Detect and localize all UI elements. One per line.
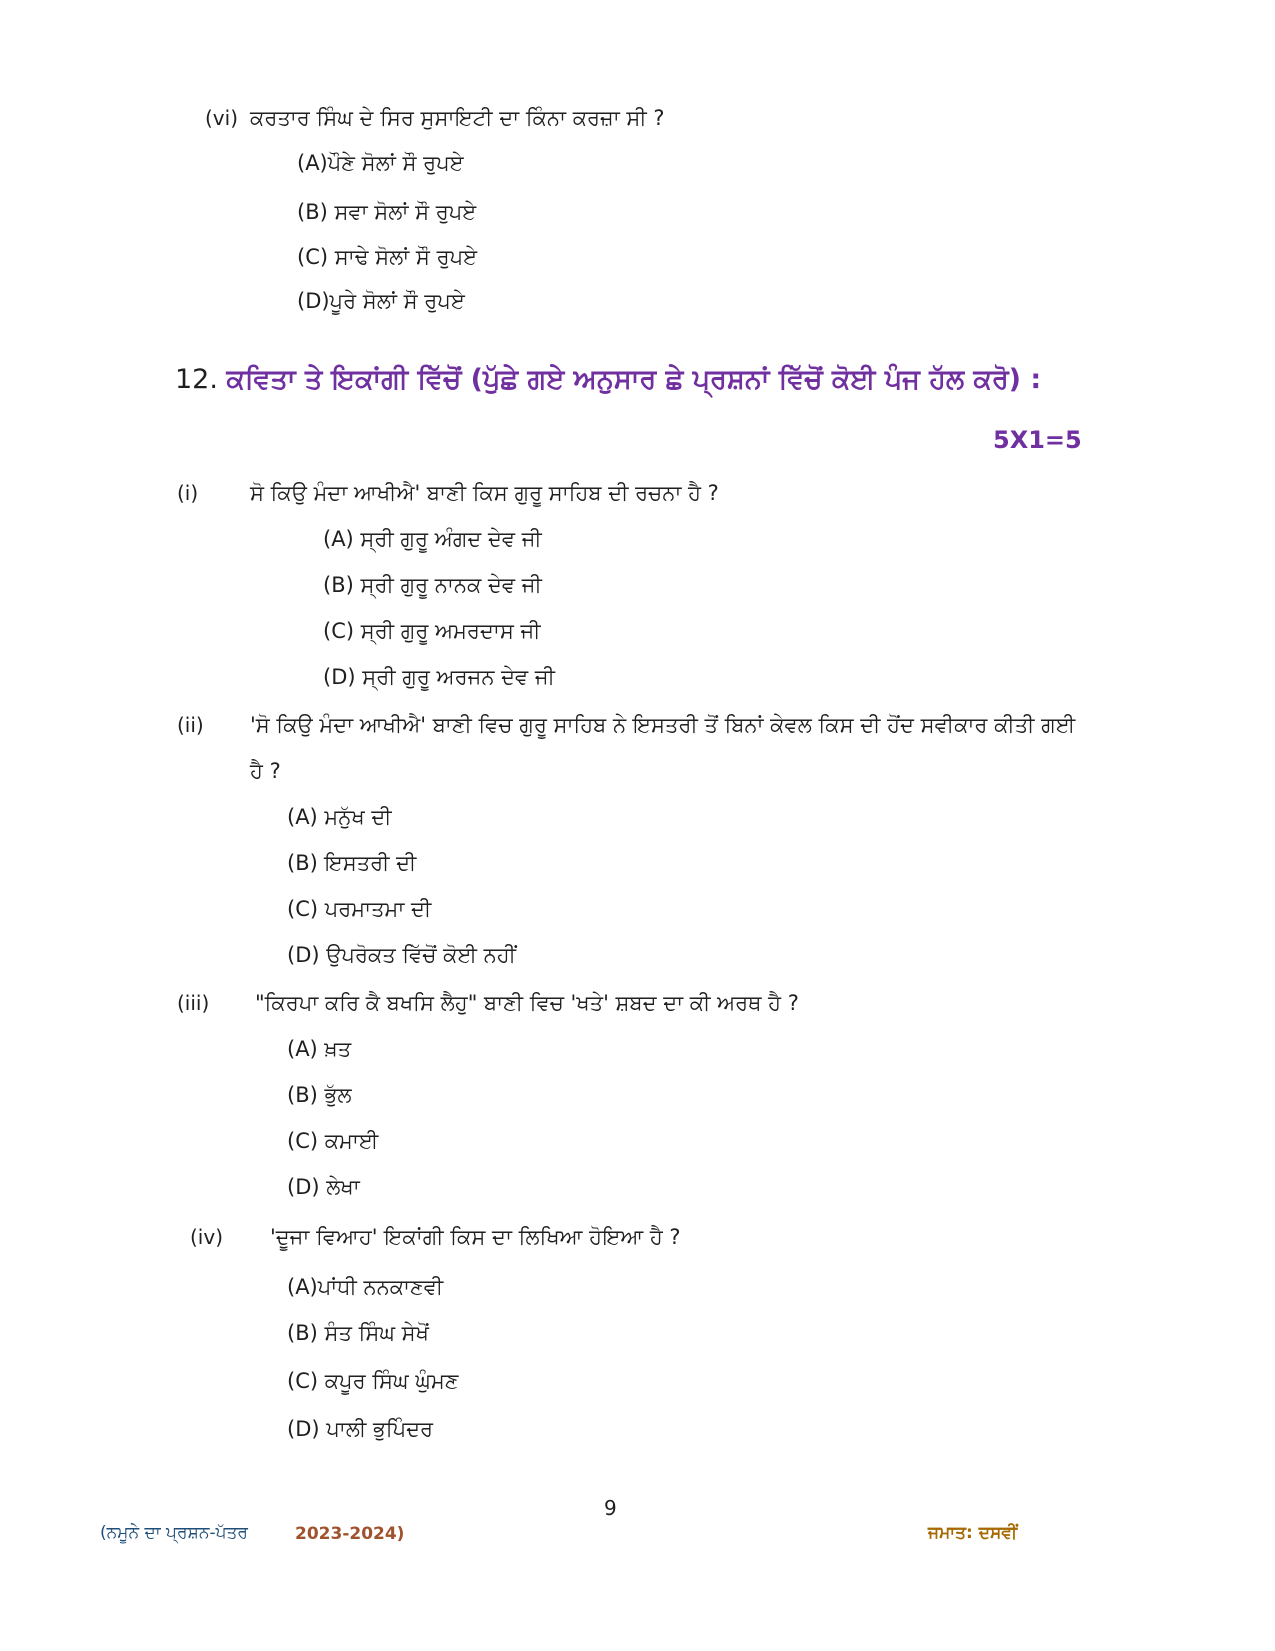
option-c: (C) ਸਾਢੇ ਸੋਲਾਂ ਸੌ ਰੁਪਏ	[297, 245, 478, 269]
question-number: (iv)	[190, 1225, 223, 1249]
option-b: (B) ਸਵਾ ਸੋਲਾਂ ਸੌ ਰੁਪਏ	[297, 200, 477, 224]
option-a: (A)ਪੌਣੇ ਸੋਲਾਂ ਸੌ ਰੁਪਏ	[297, 151, 464, 175]
option-d: (D) ਸ੍ਰੀ ਗੁਰੂ ਅਰਜਨ ਦੇਵ ਜੀ	[323, 665, 555, 689]
option-a: (A)ਪਾਂਧੀ ਨਨਕਾਣਵੀ	[287, 1275, 444, 1299]
question-number: (vi)	[205, 106, 238, 130]
question-number: (ii)	[177, 713, 204, 737]
section-title: ਕਵਿਤਾ ਤੇ ਇਕਾਂਗੀ ਵਿੱਚੋਂ (ਪੁੱਛੇ ਗਏ ਅਨੁਸਾਰ ਛੇ ਪ੍ਰਸ਼ਨਾਂ ਵਿੱਚੋਂ ਕੋਈ ਪੰਜ ਹੱਲ ਕਰੋ) :	[226, 364, 1042, 395]
option-b: (B) ਸੰਤ ਸਿੰਘ ਸੇਖੋਂ	[287, 1321, 429, 1345]
option-a: (A) ਸ੍ਰੀ ਗੁਰੂ ਅੰਗਦ ਦੇਵ ਜੀ	[323, 527, 542, 551]
footer-year: 2023-2024)	[295, 1524, 405, 1544]
question-text: 'ਸੋ ਕਿਉ ਮੰਦਾ ਆਖੀਐ' ਬਾਣੀ ਵਿਚ ਗੁਰੂ ਸਾਹਿਬ ਨੇ ਇਸਤਰੀ ਤੋਂ ਬਿਨਾਂ ਕੇਵਲ ਕਿਸ ਦੀ ਹੋਂਦ ਸਵੀਕਾਰ ਕੀਤੀ ਗਈ	[250, 713, 1076, 737]
question-text-continued: ਹੈ ?	[250, 759, 281, 783]
option-d: (D) ਲੇਖਾ	[287, 1175, 360, 1199]
question-number: (i)	[177, 481, 199, 505]
section-number: 12.	[175, 364, 218, 395]
question-text: ਕਰਤਾਰ ਸਿੰਘ ਦੇ ਸਿਰ ਸੁਸਾਇਟੀ ਦਾ ਕਿੰਨਾ ਕਰਜ਼ਾ ਸੀ ?	[250, 106, 665, 130]
option-b: (B) ਸ੍ਰੀ ਗੁਰੂ ਨਾਨਕ ਦੇਵ ਜੀ	[323, 573, 542, 597]
question-text: 'ਦੂਜਾ ਵਿਆਹ' ਇਕਾਂਗੀ ਕਿਸ ਦਾ ਲਿਖਿਆ ਹੋਇਆ ਹੈ ?	[270, 1225, 681, 1249]
option-d: (D) ਪਾਲੀ ਭੁਪਿੰਦਰ	[287, 1417, 434, 1441]
page-number: 9	[604, 1496, 617, 1520]
question-text: "ਕਿਰਪਾ ਕਰਿ ਕੈ ਬਖਸਿ ਲੈਹੁ" ਬਾਣੀ ਵਿਚ 'ਖਤੇ' ਸ਼ਬਦ ਦਾ ਕੀ ਅਰਥ ਹੈ ?	[255, 991, 799, 1015]
option-c: (C) ਸ੍ਰੀ ਗੁਰੂ ਅਮਰਦਾਸ ਜੀ	[323, 619, 541, 643]
option-a: (A) ਮਨੁੱਖ ਦੀ	[287, 805, 392, 829]
footer-class: ਜਮਾਤ: ਦਸਵੀਂ	[928, 1523, 1018, 1543]
section-marks: 5X1=5	[993, 426, 1082, 454]
option-d: (D)ਪੂਰੇ ਸੋਲਾਂ ਸੌ ਰੁਪਏ	[297, 289, 465, 313]
option-a: (A) ਖ਼ਤ	[287, 1037, 352, 1061]
question-number: (iii)	[177, 991, 210, 1015]
option-b: (B) ਭੁੱਲ	[287, 1083, 352, 1107]
option-d: (D) ਉਪਰੋਕਤ ਵਿੱਚੋਂ ਕੋਈ ਨਹੀਂ	[287, 943, 516, 967]
option-c: (C) ਪਰਮਾਤਮਾ ਦੀ	[287, 897, 432, 921]
section-heading	[175, 360, 1041, 400]
question-text: ਸੋ ਕਿਉ ਮੰਦਾ ਆਖੀਐ' ਬਾਣੀ ਕਿਸ ਗੁਰੂ ਸਾਹਿਬ ਦੀ ਰਚਨਾ ਹੈ ?	[250, 481, 719, 505]
option-b: (B) ਇਸਤਰੀ ਦੀ	[287, 851, 417, 875]
footer-title: (ਨਮੂਨੇ ਦਾ ਪ੍ਰਸ਼ਨ-ਪੱਤਰ	[100, 1523, 248, 1543]
option-c: (C) ਕਮਾਈ	[287, 1129, 379, 1153]
option-c: (C) ਕਪੂਰ ਸਿੰਘ ਘੁੰਮਣ	[287, 1369, 459, 1393]
